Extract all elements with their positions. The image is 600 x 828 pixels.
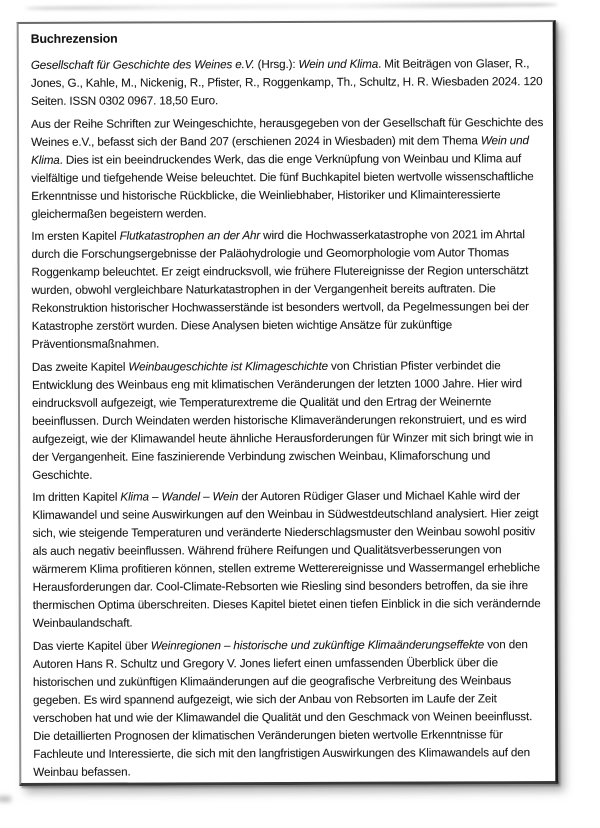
- text-run: der Autoren Rüdiger Glaser und Michael Kahle wird der Klimawandel und seine Auswirkungen auf den Weinbau in Südwestdeutschland analysiert. Hier zeigt sich, wie steigende Temperaturen und veränderte Niederschlagsmuster den Weinbau sowohl positiv als auch negativ beeinflussen. Während frühere Reifungen und Qualitätsverbesserungen von wärmerem Klima profitieren können, stellen extreme Wetterereignisse und Wassermangel erhebliche Herausforderungen dar. Cool-Climate-Rebsorten wie Riesling sind besonders betroffen, da sie ihre thermischen Optima überschreiten. Dieses Kapitel bietet einen tiefen Einblick in die sich verändernde Weinbaulandschaft.: [32, 489, 541, 630]
- text-run: von Christian Pfister verbindet die Entwicklung des Weinbaus eng mit klimatischen Veränderungen der letzten 1000 Jahre. Hier wird eindrucksvoll aufgezeigt, wie Temperaturextreme die Qualität und den Ertrag der Weinernte beeinflussen. Durch Weindaten werden historische Klimaveränderungen rekonstruiert, und es wird aufgezeigt, wie der Klimawandel heute ähnliche Herausforderungen für Winzer mit sich bringt wie in der Vergangenheit. Eine faszinierende Verbindung zwischen Weinbau, Klimaforschung und Geschichte.: [31, 358, 534, 482]
- document-body: [31, 55, 549, 781]
- paragraph: [32, 357, 547, 485]
- scan-artifact-top-edge: [25, 2, 558, 11]
- paragraph: [33, 636, 548, 782]
- text-run: Im ersten Kapitel: [31, 229, 120, 243]
- document-page: [17, 20, 559, 786]
- paragraph: [32, 487, 547, 633]
- text-run: wird die Hochwasserkatastrophe von 2021 im Ahrtal durch die Forschungsergebnisse der Paläohydrologie und Geomorphologie vom Autor Thomas Roggenkamp beleuchtet. Er zeigt eindrucksvoll, wie frühere Flutereignisse der Region unterschätzt wurden, obwohl vergleichbare Naturkatastrophen in der Vergangenheit bereits auftraten. Die Rekonstruktion historischer Hochwasserstände ist besonders wertvoll, da Pegelmessungen bei der Katastrophe zerstört wurden. Diese Analysen bieten wichtige Ansätze für zukünftige Präventionsmaßnahmen.: [31, 228, 529, 351]
- italic-text-run: Wein und Klima: [298, 57, 379, 71]
- text-run: von den Autoren Hans R. Schultz und Gregory V. Jones liefert einen umfassenden Überblick über die historischen und zukünftigen Klimaänderungen auf die geografische Verbreitung des Weinbaus gegeben. Es wird spannend aufgezeigt, wie sich der Anbau von Rebsorten im Laufe der Zeit verschoben hat und wie der Klimawandel die Qualität und den Geschmack von Weinen beeinflusst. Die detaillierten Prognosen der klimatischen Veränderungen bieten wertvolle Erkenntnisse für Fachleute und Interessierte, die sich mit den langfristigen Auswirkungen des Klimawandels auf den Weinbau befassen.: [32, 637, 533, 779]
- italic-text-run: Wein und Klima: [31, 133, 529, 167]
- italic-text-run: Weinregionen – historische und zukünftige Klimaänderungseffekte: [150, 637, 485, 652]
- text-run: Im dritten Kapitel: [32, 490, 121, 504]
- scan-artifact-bottom-left: [0, 796, 11, 802]
- text-run: (Hrsg.):: [254, 57, 299, 72]
- text-run: Aus der Reihe Schriften zur Weingeschichte, herausgegeben von der Gesellschaft für Geschichte des Weines e.V., befasst sich der Band 207 (erschienen 2024 in Wiesbaden) mit dem Thema: [31, 115, 544, 149]
- document-title: Buchrezension: [30, 31, 118, 46]
- italic-text-run: Gesellschaft für Geschichte des Weines e.V.: [30, 58, 255, 72]
- paragraph: [31, 226, 546, 354]
- italic-text-run: Klima – Wandel – Wein: [120, 490, 239, 504]
- paragraph: [31, 55, 546, 111]
- text-run: Das vierte Kapitel über: [32, 638, 151, 653]
- text-run: . Dies ist ein beeindruckendes Werk, das die enge Verknüpfung von Weinbau und Klima auf vielfältige und tiefgehende Weise beleuchtet. Die fünf Buchkapitel bieten wertvolle wissenschaftliche Erkenntnisse und historische Rückblicke, die Weinliebhaber, Historiker und Klimainteressierte gleichermaßen begeistern werden.: [31, 151, 534, 221]
- italic-text-run: Weinbaugeschichte ist Klimageschichte: [128, 359, 328, 374]
- paragraph: [31, 114, 546, 224]
- text-run: Das zweite Kapitel: [31, 360, 129, 374]
- text-run: . Mit Beiträgen von Glaser, R., Jones, G., Kahle, M., Nickenig, R., Pfister, R., Roggenkamp, Th., Schultz, H. R. Wiesbaden 2024. 120 Seiten. ISSN 0302 0967. 18,50 Euro.: [30, 57, 543, 108]
- italic-text-run: Flutkatastrophen an der Ahr: [119, 229, 261, 243]
